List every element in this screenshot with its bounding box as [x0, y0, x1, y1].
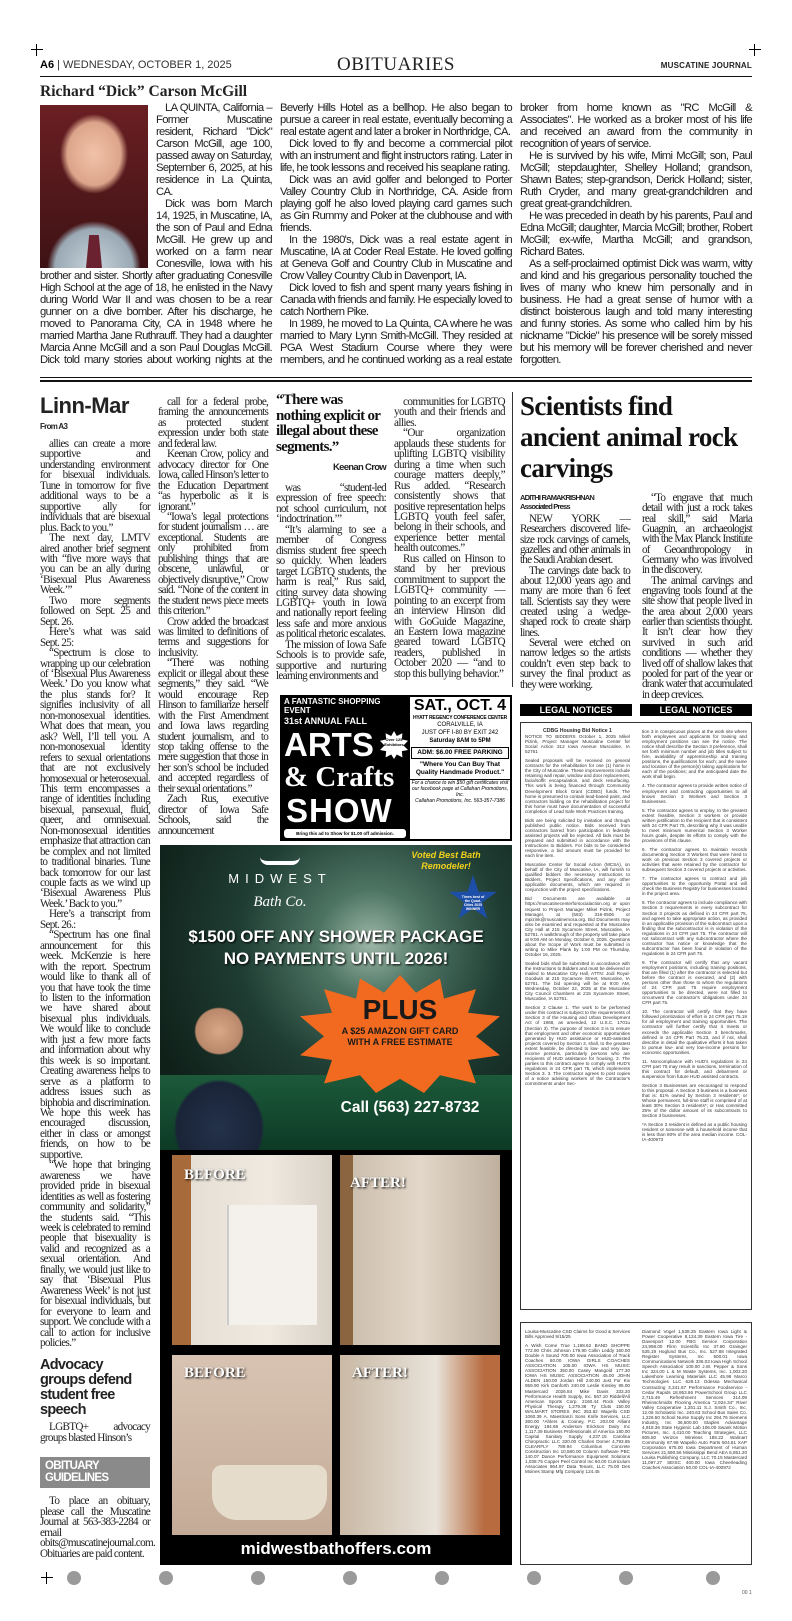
article-headline: Linn-Mar: [40, 393, 129, 418]
offer-headline: $1500 OFF ANY SHOWER PACKAGE: [188, 927, 484, 946]
page-code: 00 1: [742, 1590, 752, 1596]
ad-city: CORALVILLE, IA: [437, 722, 483, 728]
paragraph: Sealed proposals will be received on general contracts for the rehabilitation for one (1) home in the City of Muscatine. These improvements include retaining wall repair, window and door replacement, facia/soffit encapsulation, and deck resurfacing. This work is being financed through Community Development Block Grant (CDBG) funds. The home is presumed to contain lead-based paint, and contractors bidding on the rehabilitation project for this home must have documentation of successful completion of Lead Safe Work Practices training.: [525, 758, 630, 814]
paragraph: NOTICE TO BIDDERS October 1, 2025 Mikel Pizink, Project Manager Muscatine Center for Social Action 312 Iowa Avenue Muscatine, IA 52761: [525, 734, 630, 755]
registration-dot: [619, 1571, 633, 1585]
ad-venue: HYATT REGENCY CONFERENCE CENTER: [413, 715, 507, 721]
paragraph: 10. The contractor will certify that they have followed prioritization of effort in 24 CFR part 75.19 for all employment and training opportunities. The contractor will further certify that it meets or exceeds the applicable Section 3 benchmarks, defined in 24 CFR Part 75.23, and if not, shall describe in detail the qualitative efforts it has taken to pursue low- and very low-income persons for economic opportunities.: [642, 1009, 747, 1055]
school-claims-notice: [520, 1322, 752, 1565]
after-label: AFTER!: [352, 1365, 408, 1381]
paragraph: Diamond Vogel 1,538.25 Eastern Iowa Light & Power Cooperative 8,134.39 Eastern Iowa Tire - Davenport 12.00 FBG Service Corporation 24,958.00 Flinn Scientific Inc 37.80 Grainger 535.19 Hoglund Bus Co., Inc. 527.88 Integrated Register Systems, Inc 500.01 Iowa Communications Network 336.03 Iowa High School Speech Association 100.00 J.W. Pepper & Sons Inc 324.00 L & M Waste Systems, Inc. 1,003.20 Lakeshore Learning Materials LLC 45.96 Marco Technologies LLC 628.13 Odessa Mechanical Contracting 3,341.67 Performance Foodservice - Cedar Rapids 18,953.66 PowerSchool Group LLC 2,715.49 Refreshment Services 314.09 Rheinschmidts Flooring America "2,924.34" River Valley Cooperative 1,251.11 S.J. Smith Co., Inc. 12.06 Scholastic Inc. 240.63 School Bus Sales Co. 1,226.50 School Nurse Supply Inc 294.76 Siemens Industry, Inc 36,500.00 Staples Advantage 4,918.36 State Hygienic Lab 106.00 Swank Motion Pictures, Inc. 4,410.00 Teaching Strategies, LLC 605.50 Verizon Wireless 185.22 Walmart Community 87.98 Wapello Auto Parts 504.81 XAP Corporation 675.00 Iowa Department of Human Services 21,590.56 Mississippi Bend AEA 6,851.20 Louisa Publishing Company, LLC 70.15 Mastercard 11,097.27 SEISC 400.00 Iowa Cheerleading Coaches Association 50.00 COL-IA-400972: [642, 1329, 747, 1471]
paragraph: The mission of Iowa Safe Schools is to provide safe, supportive and nurturing learning environments and: [276, 638, 386, 683]
paragraph: In 1989, he moved to La Quinta, CA where he was married to Mary Lynn Smith-McGill. They resided at PGA West Stadium Course where they were members, and he continued working as a real estate broker from home known as "RC McGill & Associates". He worked as a broker most of his life and received an award from the community in recognition of years of service.: [280, 102, 752, 366]
paragraph: The carvings date back to about 12,000 years ago and many are more than 6 feet tall. Scientists say they were created using a wedge-shaped rock to create sharp lines.: [520, 564, 630, 639]
paragraph: *A Section 3 resident is defined as a public housing resident or someone with a household income that is less than 80% of the area median income. COL-IA-400973: [642, 1122, 747, 1143]
after-label: AFTER!: [350, 1175, 406, 1191]
paragraph: Bid Documents are available at https://muscatinecenterforsocialaction.org or upon request to Project Manager Mikel Pizink, Project Manager, at (563) 316-0506 or mpizink@muscatinemcsa.org. Bid Documents may also be examined and requested at the Muscatine City Hall at 215 Sycamore Street, Muscatine, IA 52761. A walkthrough of the property will take place at 9:00 AM on Monday, October 6, 2025. Questions about the Scope of Work must be submitted in writing to Mike Plank by 1:00 PM on Thursday, October 16, 2025.: [525, 896, 630, 957]
paragraph: Dick was an avid golfer and belonged to Porter Valley Country Club in Northridge, CA. Aside from playing golf he also loved playing card games such as Gin Rummy and Poker at the clubhouse and with friends.: [280, 174, 512, 234]
subheadline: Advocacy groups defend student free speech: [40, 1357, 132, 1419]
after-photo-2: [340, 1355, 500, 1535]
registration-dot: [527, 1571, 541, 1585]
jump-line: From A3: [40, 422, 68, 431]
paragraph: 8. The contractor agrees to include compliance with Section 3 requirements in every subcontract for Section 3 projects as defined in 24 CFR part 75, and agrees to take appropriate action, as provided in an applicable provision of the subcontract upon a finding that the subcontractor is in violation of the regulations in 24 CFR part 75. The contractor will not subcontract with any subcontractor where the contractor has notice or knowledge that the subcontractor has been found in violation of the regulations in 24 CFR part 75.: [642, 900, 747, 956]
paragraph: allies can create a more supportive and understanding environment for bisexual individuals. Tune in tomorrow for five additional ways to be a supportive ally for individuals that are bisexual plus. Back to you.”: [40, 438, 150, 534]
paragraph: 5. The contractor agrees to employ, to the greatest extent feasible, Section 3 workers or provide written justification to the recipient that is consistent with 24 CFR Part 75, describing why it was unable to meet minimum numerical Section 3 Worker hours goals, despite its efforts to comply with the provisions of this clause.: [642, 807, 747, 843]
paragraph: Muscatine Center for Social Action (MCSA), on behalf of the City of Muscatine, IA, will furnish to qualified bidders the necessary Instructions to Bidders, Project Specifications, and any other applicable documents, which are required in conjunction with the project specifications.: [525, 862, 630, 893]
legal-notices-header: LEGAL NOTICES: [640, 704, 752, 716]
paragraph: Dick loved to fish and spent many years fishing in Canada with friends and family. He especially loved to catch Northern Pike.: [280, 282, 513, 318]
paragraph: tion 3 in conspicuous places at the work site where both employees and applicants for training and employment positions can see the notice. The notice shall describe the Section 3 preference, shall set forth minimum number and job titles subject to hire, availability of apprenticeship and training positions, the qualifications for each; and the name and location of the person(s) taking applications for each of the positions; and the anticipated date the work shall begin.: [642, 729, 747, 780]
ad-date: SAT., OCT. 4: [413, 697, 507, 714]
linnmar-column-1: [40, 393, 156, 1560]
paragraph: 9. The contractor will certify that any vacant employment positions, including training positions, that are filled (1) after the contractor is selected but before the contract is executed, and (2) with persons other than those to whom the regulations of 24 CFR part 75 require employment opportunities to be directed, were not filled to circumvent the contractor's obligations under 24 CFR part 75.: [642, 959, 747, 1006]
pull-quote-attribution: Keenan Crow: [332, 462, 386, 473]
paragraph: “Spectrum is close to wrapping up our celebration of ‘Bisexual Plus Awareness Week.’ Do you know what the plus stands for? It signifies inclusivity of all non-monosexual identities. What does that mean, you ask? Well, I’ll tell you. A non-monosexual identity refers to sexual orientations that are not exclusively homosexual or heterosexual. This term encompasses a range of identities including bisexual, pansexual, fluid, queer, and omnisexual. Non-monosexual identities emphasize that attraction can be complex and not limited to traditional binaries. Tune back tomorrow for our last couple facts as we wind up ‘Bisexual Awareness Plus Week.’ Back to you.”: [40, 647, 150, 910]
byline-author: ADITHI RAMAKRISHNAN: [520, 493, 594, 502]
paragraph: Rus called on Hinson to stand by her previous commitment to support the LGBTQ+ community — pointing to an excerpt from an interview Hinson did with GoGuide Magazine, an Eastern Iowa magazine geared toward LGBTQ readers, published in October 2020 — “and to stop this bullying behavior.”: [394, 552, 505, 680]
paragraph: Zach Rus, executive director of Iowa Safe Schools, said the announcement: [158, 793, 268, 837]
paragraph: He is survived by his wife, Mimi McGill; son, Paul McGill; stepdaughter, Shelley Holland; grandson, Shawn Bates; step-grandson, Derick Holland; sister, Ruth Cryder, and many great-grandchildren and great great-grandchildren.: [520, 150, 752, 210]
issue-date: WEDNESDAY, OCTOBER 1, 2025: [63, 59, 232, 71]
paragraph: Crow added the broadcast was limited to definitions of terms and suggestions for inclusivity.: [158, 615, 268, 659]
paragraph: communities for LGBTQ youth and their friends and allies.: [394, 396, 505, 429]
paragraph: Louisa-Muscatine CSD Claims for Good & Services Bills Approved 9/15/25: [525, 1329, 630, 1340]
paragraph: 7. The contractor agrees to contract and job opportunities to the opportunity Portal and will check the Business Registry for businesses located in the project area.: [642, 876, 747, 897]
paragraph: 6. The contractor agrees to maintain records documenting Section 3 Workers that were hired to work on previous Section 3 covered projects or activities that were retained by the contractor for subsequent Section 3 covered projects or activities.: [642, 846, 747, 873]
paragraph: NEW YORK — Researchers discovered life-size rock carvings of camels, gazelles and other animals in the Saudi Arabian desert.: [520, 513, 630, 567]
science-article: [520, 391, 752, 700]
before-label: BEFORE: [184, 1167, 246, 1183]
phone-number[interactable]: Call (563) 227-8732: [340, 1099, 480, 1116]
paragraph: In the 1980's, Dick was a real estate agent in Muscatine, IA at Coder Real Estate. He loved golfing at Geneva Golf and Country Club in Muscatine and Crow Valley Country Club in Davenport, IA.: [280, 234, 512, 282]
section-title: OBITUARIES: [337, 54, 455, 75]
ad-title-show: SHOW: [286, 792, 393, 829]
paragraph: Section 3 Clause 1. The work to be performed under this contract is subject to the requirements of Section 3 of the Housing and Urban Development Act of 1968, as amended, 12 U.S.C. 1701u (Section 3). The purpose of Section 3 is to ensure that employment and other economic opportunities generated by HUD assistance or HUD-assisted projects covered by Section 3, shall, to the greatest extent feasible, be directed to low- and very low-income persons, particularly persons who are recipients of HUD assistance for housing. 2. The parties to this contract agree to comply with HUD's regulations in 24 CFR part 75, which implements Section 3. 3. The contractor agrees to post copies of a notice advising workers of the Contractor's commitments under Sec-: [525, 1005, 630, 1087]
paragraph: 4. The contractor agrees to provide written notice of employment and contracting opportunities to all known Section 3 Workers and Section 3 Businesses.: [642, 783, 747, 804]
legal-notices-header: LEGAL NOTICES: [520, 704, 632, 716]
ad-kicker: A FANTASTIC SHOPPING EVENT: [284, 697, 381, 715]
before-photo-1: [172, 1155, 332, 1345]
newspaper-name: MUSCATINE JOURNAL: [660, 61, 752, 70]
registration-dot: [251, 1571, 265, 1585]
registration-dot: [435, 1571, 449, 1585]
header-rule: [40, 76, 752, 77]
registration-dot: [159, 1571, 173, 1585]
paragraph: Section 3 Businesses are encouraged to respond to this proposal. A Section 3 business is a business that is: 51% owned by Section 3 residents*; or Whose permanent, full-time staff is comprised of at least 30% Section 3 residents*; or Has committed 25% of the dollar amount of its subcontracts to Section 3 businesses.: [642, 1082, 747, 1119]
paragraph: As a self-proclaimed optimist Dick was warm, witty and kind and his gregarious personality touched the lives of many who knew him personally and in business. He had a great sense of humor with a distinct boisterous laugh and told many interesting and funny stories. As some who called him by his nickname "Dickie" his presence will be sorely missed but his memory will be forever cherished and never forgotten.: [520, 258, 752, 366]
paragraph: Keenan Crow, policy and advocacy director for One Iowa, called Hinson’s letter to the Education Department “as hyperbolic as it is ignorant.”: [158, 448, 268, 513]
pull-quote: “There was nothing explicit or illegal about these segments.”: [276, 392, 380, 455]
notice-title: CDBG Housing Bid Notice 1: [543, 728, 612, 734]
ad-promo: For a chance to win $50 gift certificates visit our facebook page at Callahan Promotions, Inc.: [411, 780, 509, 798]
brand-name: MIDWEST: [228, 871, 332, 886]
paragraph: The next day, LMTV aired another brief segment with “five more ways that you can be an ally during ‘Bisexual Plus Awareness Week.’”: [40, 532, 150, 597]
paragraph: Bids are being solicited by invitation and through published public notice. Bids received from contractors barred from participation in federally assisted projects will be rejected. All bids must be prepared and submitted in accordance with the Instructions to Bidders. For bids to be considered responsive, a bid amount must be provided for each line item.: [525, 817, 630, 859]
ad-admission: ADM: $6.00 FREE PARKING: [411, 747, 509, 759]
award-text: Voted Best Bath Remodeler!: [411, 850, 481, 871]
paragraph: Here’s what was said Sept. 25:: [40, 626, 150, 649]
paragraph: call for a federal probe, framing the announcements as protected student expression under both state and federal law.: [158, 396, 268, 450]
article-headline: Scientists find ancient animal rock carvings: [520, 391, 738, 483]
paragraph: LGBTQ+ advocacy groups blasted Hinson’s: [40, 1421, 150, 1444]
paragraph: “Iowa’s legal protections for student journalism … are exceptional. Students are only prohibited from publishing things that are obscene, unlawful, or objectively disruptive,” Crow said. “None of the content in the student news piece meets this criterion.”: [158, 510, 268, 618]
paragraph: “There was nothing explicit or illegal about these segments,” they said. “We would encourage Rep Hinson to familiarize herself with the First Amendment and Iowa laws regarding student journalism, and to stop taking offense to the mere suggestion that those in her son’s school be included and accepted regardless of their sexual orientations.”: [158, 657, 268, 795]
linnmar-column-3: [276, 393, 386, 682]
paragraph: Here’s a transcript from Sept. 26.:: [40, 908, 150, 931]
arts-crafts-ad: [280, 695, 512, 841]
paragraph: Several were etched on narrow ledges so the artists couldn’t even step back to survey the final product as they were working.: [520, 637, 630, 691]
obituary-name: Richard “Dick” Carson McGill: [40, 83, 248, 100]
linnmar-column-2: [158, 397, 268, 836]
paragraph: LA QUINTA, California – Former Muscatine resident, Richard "Dick" Carson McGill, age 100, passed away on Saturday, September 6, 2025, at his residence in La Quinta, CA.: [156, 102, 272, 198]
bathtub-logo-icon: [260, 857, 300, 865]
section-rule: [40, 377, 752, 378]
obituary-body: [40, 102, 752, 372]
page-number: A6: [40, 59, 55, 71]
paragraph: “To engrave that much detail with just a rock takes real skill,” said Maria Guagnin, an archaeologist with the Max Planck Institute of Geoanthropology in Germany who was involved in the discovery.: [642, 492, 752, 577]
obituary-guidelines-heading: OBITUARY GUIDELINES: [40, 1457, 150, 1488]
ad-title-arts: ARTS: [284, 726, 374, 763]
financing-headline: NO PAYMENTS UNTIL 2026!: [223, 949, 449, 968]
paragraph: “Spectrum has one final announcement for this week. McKenzie is here with the report. Spectrum would like to thank all of you that have took the time to listen to the information we have shared about bisexual plus individuals. We would like to conclude with just a few more facts and information about why this week is so important. Creating awareness helps to serve as a platform to address issues such as biphobia and discrimination. We hope this week has encouraged discussion, either in class or amongst friends, on how to be supportive.: [40, 929, 150, 1161]
page-folio: A6 | WEDNESDAY, OCTOBER 1, 2025: [40, 59, 232, 71]
paragraph: The animal carvings and engraving tools found at the site show that people lived in the area about 2,000 years earlier than scientists thought. It isn’t clear how they survived in such arid conditions — whether they lived off of shallow lakes that pooled for part of the year or drank water that accumulated in deep crevices.: [642, 574, 752, 701]
cdbg-bid-notice: [520, 722, 752, 1310]
ad-directions: JUST OFF I-80 BY EXIT 242: [421, 730, 499, 736]
ad-title-crafts: & Crafts: [284, 761, 395, 793]
registration-dot: [343, 1571, 357, 1585]
ad-hours: Saturday 8AM to 5PM: [429, 738, 491, 744]
guidelines-text: To place an obituary, please call the Muscatine Journal at 563-383-2284 or email obits@muscatinejournal.com. Obituaries are paid content.: [40, 1495, 156, 1560]
after-photo-1: [340, 1155, 500, 1345]
paragraph: Two more segments followed on Sept. 25 and Sept. 26.: [40, 594, 150, 628]
registration-dot: [706, 1571, 720, 1585]
paragraph: 11. Noncompliance with HUD's regulations in 24 CFR part 75 may result in sanctions, termination of this contract for default, and debarment or suspension from future HUD assisted contracts.: [642, 1058, 747, 1079]
paragraph: He was preceded in death by his parents, Paul and Edna McGill; daughter, Marcia McGill; brother, Robert McGill; ex-wife, Martha McGill; and grandson, Richard Bates.: [520, 210, 752, 258]
registration-dot: [67, 1571, 81, 1585]
obituary-photo: [40, 105, 148, 268]
award-badge: Times best of the Quad-Cities 2025 WINNER: [461, 895, 485, 911]
before-photo-2: [172, 1355, 332, 1535]
ad-edition: 31st ANNUAL FALL: [284, 716, 368, 726]
linnmar-column-4: [394, 397, 505, 679]
plus-label: PLUS: [362, 994, 438, 1025]
paragraph: Sealed bids shall be submitted in accordance with the Instructions to Bidders and must be delivered or mailed to Muscatine City Hall, ATTN: Jodi Royal-Goodwin at 215 Sycamore Street, Muscatine, IA 52761. The bid opening will be at 9:00 AM, Wednesday, October 22, 2025 at the Muscatine City Council Chambers at 215 Sycamore Street, Muscatine, IA 52761.: [525, 960, 630, 1002]
paragraph: Dick loved to fly and become a commercial pilot with an instrument and flight instructors rating. Later in life, he took lessons and received his seaplane rating.: [280, 138, 512, 174]
midwest-bath-ad[interactable]: [160, 845, 512, 1565]
paragraph: A Wish Come True 1,198.62 BAND SHOPPE 772.90 Chris Johnson 179.90 Collin Leddy 150.00 Double A Sound 700.00 Iowa Association of Track Coaches 60.00 IOWA GIRLS COACHES ASSOCIATION 105.00 IOWA HS MUSIC ASSOCIATION 350.00 Casey Mangold 177.30 IOWA HS MUSIC ASSOCIATION 45.00 JOHN ALDEN 150.00 Jordan Hill 240.00 Just For Kix 959.90 Kirk Danforth 240.00 Leslie Kinsley 95.00 Mastercard 2026.84 Mike Davis 333.20 Performance Health Supply, Inc. 567.10 Riddell/All American Sports Corp. 2160.44 Rock Valley Physical Therapy 1,279.38 Ty Cluts 150.00 WALMART STORES INC 353.82 Wapello CSD 1060.39 A. Maestranzi Sons Knife Services, LLC 360.00 *Ahlers & Cooney, P.C. 203.00 Alliant Energy 194.68 Anderson Erickson Dairy Inc 1,117.39 Business Professionals of America 180.00 Capital Sanitary Supply 4,237.15 Carolina Chiropractic LLC 320.00 Charles Domer 4,793.65 CLEARFLY 789.94 Columbus Concrete Construction Inc 10,580.00 Column Software PBC 140.07 Dance Performance Equipment Solutions 1,038.75 Copper Peel Control Inc 60.00 Curriculum Associates 964.97 Data Tenant, LLC 75.00 Des Moines Stamp Mfg Company 124.45: [525, 1343, 630, 1475]
spokesperson-photo: [164, 1005, 274, 1150]
ad-coupon: Bring this ad to Show for $1.00 off admission.: [284, 829, 406, 838]
paragraph: was “student-led expression of free speech: not school curriculum, not ‘indoctrination.’”: [276, 482, 386, 526]
gift-card-offer: A $25 AMAZON GIFT CARD WITH A FREE ESTIMATE: [341, 1026, 459, 1047]
before-label: BEFORE: [184, 1365, 246, 1381]
exhibitors-starburst: Over 125 Exhibitors: [384, 737, 404, 747]
byline-org: Associated Press: [520, 502, 570, 511]
crop-mark-icon: [41, 1572, 53, 1584]
paragraph: Dick was born March 14, 1925, in Muscatine, IA, the son of Paul and Edna McGill. He grew up and worked on a farm near Conesville, Iowa with his brother and sister. Shortly after graduating Conesville High School at the age of 18, he enlisted in the Navy during World War II and was chosen to be a rear gunner on a dive bomber. After his discharge, he moved to Panorama City, CA in 1948 where he married Martha Jane Ruthrauff. They had a daughter Marcia Anne McGill and a son Paul Douglas McGill. Dick told many stories about working nights at the Beverly Hills Hotel as a bellhop. He also began to pursue a career in real estate, eventually becoming a real estate agent and later a broker in Northridge, CA.: [40, 102, 512, 366]
paragraph: “It’s alarming to see a member of Congress dismiss student free speech so quickly. When leaders target LGBTQ students, the harm is real,” Rus said, citing survey data showing LGBTQ+ youth in Iowa and nationally report feeling less safe and more anxious as political rhetoric escalates.: [276, 523, 386, 641]
ad-website-link[interactable]: midwestbathoffers.com: [240, 1539, 432, 1558]
section-rule: [40, 380, 752, 382]
paragraph: “We hope that bringing awareness we have provided pride in bisexual identities as well as fostering community and solidarity,” the students said. “This week is celebrated to remind people that bisexuality is valid and recognized as a sexual orientation. And finally, we would just like to say that ‘Bisexual Plus Awareness Week’ is not just for bisexual individuals, but for everyone to learn and support. We conclude with a call to action for inclusive policies.”: [40, 1159, 150, 1349]
brand-subtitle: Bath Co.: [253, 894, 307, 910]
ad-slogan: "Where You Can Buy That Quality Handmade Product.": [415, 761, 505, 776]
paragraph: “Our organization applauds these students for uplifting LGBTQ visibility during a time when such courage matters deeply,” Rus added. “Research consistently shows that positive representation helps LGBTQ youth feel safer, belong in their schools, and experience better mental health outcomes.”: [394, 427, 505, 555]
ad-contact: Callahan Promotions, Inc. 563-357-7386: [415, 798, 505, 804]
column-rule: [512, 392, 513, 687]
